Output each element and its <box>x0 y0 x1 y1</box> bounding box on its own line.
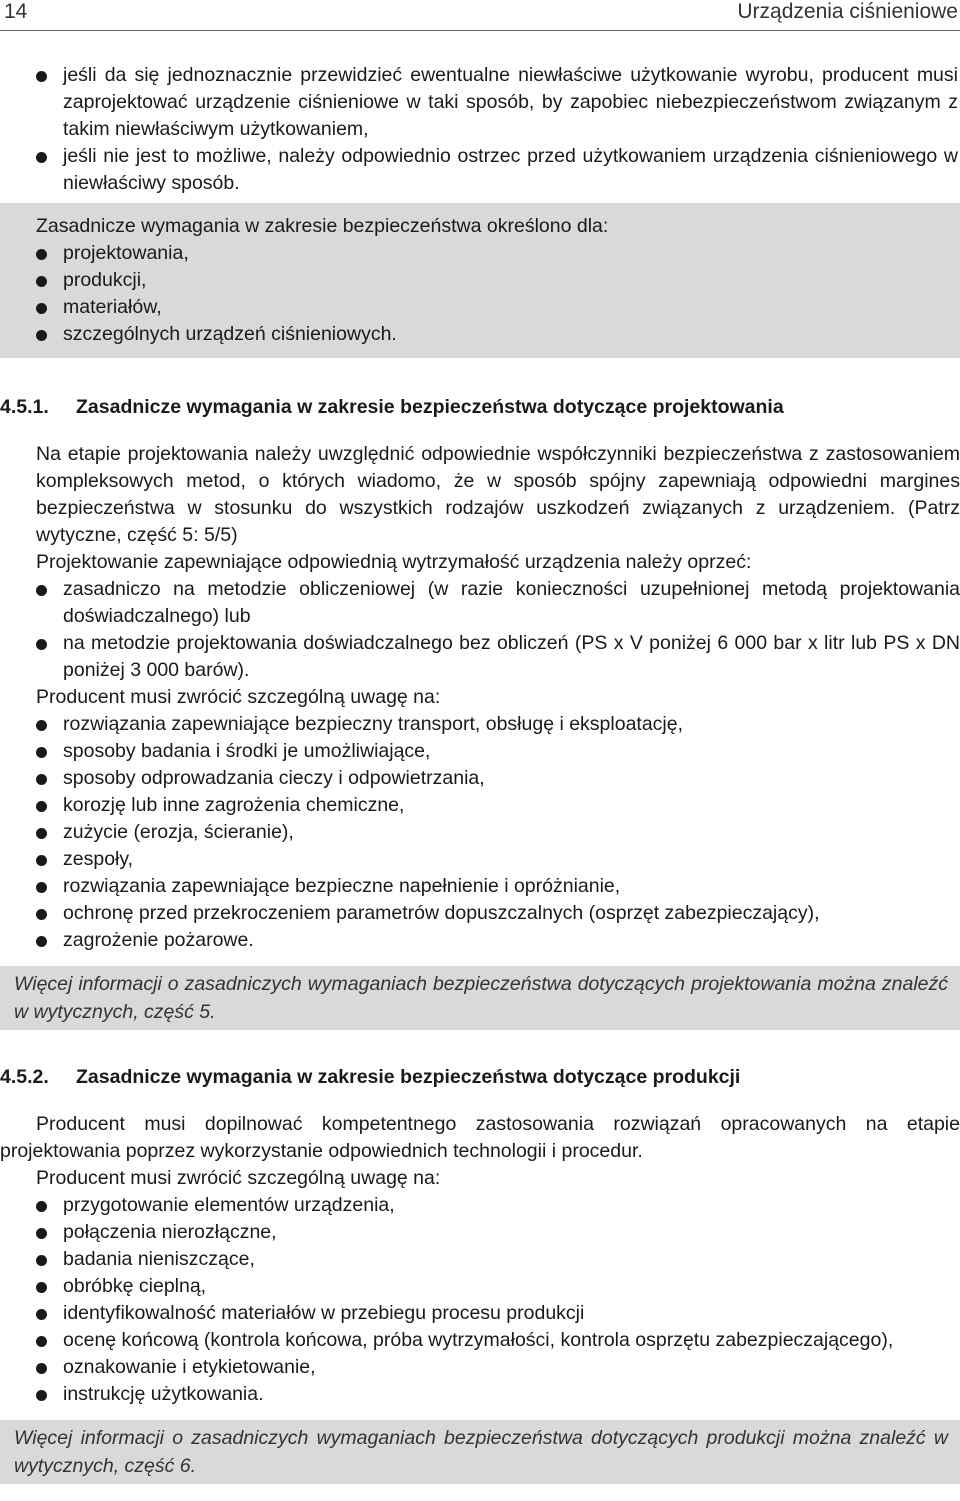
list-item-text: instrukcję użytkowania. <box>63 1383 264 1405</box>
list-item <box>0 267 960 294</box>
bullet-icon <box>36 1363 47 1374</box>
list-item <box>0 1192 960 1219</box>
section-heading-451 <box>0 394 960 421</box>
guidance-note-text: Więcej informacji o zasadniczych wymaganiach bezpieczeństwa dotyczących produkcji można znaleźć w wytycznych, część 6. <box>14 1427 948 1477</box>
page-number: 14 <box>4 0 28 23</box>
paragraph: Producent musi zwrócić szczególną uwagę na: <box>36 686 441 708</box>
list-item <box>0 630 960 684</box>
list-item-text: korozję lub inne zagrożenia chemiczne, <box>63 794 405 816</box>
list-item-text: rozwiązania zapewniające bezpieczne napełnienie i opróżnianie, <box>63 875 621 897</box>
list-item-text: ocenę końcową (kontrola końcowa, próba wytrzymałości, kontrola osprzętu zabezpieczającego), <box>63 1329 894 1351</box>
list-item <box>0 1273 960 1300</box>
list-item <box>0 143 960 197</box>
list-item-text: rozwiązania zapewniające bezpieczny transport, obsługę i eksploatację, <box>63 713 684 735</box>
list-item-text: materiałów, <box>63 296 162 318</box>
production-attention-list <box>0 1192 960 1408</box>
paragraph: Projektowanie zapewniające odpowiednią wytrzymałość urządzenia należy oprzeć: <box>36 551 752 573</box>
bullet-icon <box>36 1390 47 1401</box>
section-title: Zasadnicze wymagania w zakresie bezpieczeństwa dotyczące produkcji <box>76 1066 741 1088</box>
paragraph: Producent musi dopilnować kompetentnego zastosowania rozwiązań opracowanych na etapie projektowania poprzez wykorzystanie odpowiednich technologii i procedur. <box>0 1113 960 1162</box>
list-item <box>0 1300 960 1327</box>
running-title: Urządzenia ciśnieniowe <box>737 0 958 23</box>
list-item <box>0 900 960 927</box>
bullet-icon <box>36 1201 47 1212</box>
list-item-text: identyfikowalność materiałów w przebiegu procesu produkcji <box>63 1302 585 1324</box>
bullet-icon <box>36 330 47 341</box>
box-intro: Zasadnicze wymagania w zakresie bezpieczeństwa określono dla: <box>36 215 609 237</box>
list-item <box>0 294 960 321</box>
list-item <box>0 819 960 846</box>
requirements-list <box>0 240 960 348</box>
bullet-icon <box>36 1228 47 1239</box>
list-item <box>0 1327 960 1354</box>
list-item <box>0 711 960 738</box>
section-number: 4.5.2. <box>0 1066 49 1088</box>
guidance-note-text: Więcej informacji o zasadniczych wymaganiach bezpieczeństwa dotyczących projektowania można znaleźć w wytycznych, część 5. <box>14 973 948 1023</box>
page-content <box>0 62 960 1484</box>
bullet-icon <box>36 747 47 758</box>
design-basis-list <box>0 576 960 684</box>
list-item <box>0 927 960 954</box>
bullet-icon <box>36 303 47 314</box>
guidance-note-box <box>0 966 960 1030</box>
list-item-text: szczególnych urządzeń ciśnieniowych. <box>63 323 397 345</box>
bullet-icon <box>36 152 47 163</box>
list-item-text: jeśli nie jest to możliwe, należy odpowiednio ostrzec przed użytkowaniem urządzenia ciśnieniowego w niewłaściwy sposób. <box>63 145 958 194</box>
guidance-note-box <box>0 1420 960 1484</box>
list-item-text: sposoby badania i środki je umożliwiające, <box>63 740 431 762</box>
list-item <box>0 1354 960 1381</box>
bullet-icon <box>36 639 47 650</box>
page-header <box>0 0 960 30</box>
list-item <box>0 765 960 792</box>
bullet-icon <box>36 855 47 866</box>
list-item-text: zespoły, <box>63 848 134 870</box>
paragraph <box>0 441 960 549</box>
requirements-box <box>0 203 960 358</box>
paragraph-text: Na etapie projektowania należy uwzględnić odpowiednie współczynniki bezpieczeństwa z zastosowaniem kompleksowych metod, o których wiadomo, że w sposób spójny zapewniają odpowiedni margines bezpieczeństwa w stosunku do wszystkich rodzajów uszkodzeń związanych z urządzeniem. (Patrz wytyczne, część 5: 5/5) <box>36 443 960 546</box>
list-item-text: zagrożenie pożarowe. <box>63 929 254 951</box>
bullet-icon <box>36 720 47 731</box>
bullet-icon <box>36 1309 47 1320</box>
bullet-icon <box>36 882 47 893</box>
list-item-text: jeśli da się jednoznacznie przewidzieć ewentualne niewłaściwe użytkowanie wyrobu, producent musi zaprojektować urządzenie ciśnieniowe w taki sposób, by zapobiec niebezpieczeństwom związanym z takim niewłaściwym użytkowaniem, <box>63 64 958 140</box>
list-item-text: projektowania, <box>63 242 189 264</box>
list-item-text: połączenia nierozłączne, <box>63 1221 277 1243</box>
list-item <box>0 62 960 143</box>
list-item <box>0 873 960 900</box>
header-rule <box>0 30 960 31</box>
section-title: Zasadnicze wymagania w zakresie bezpieczeństwa dotyczące projektowania <box>76 396 784 418</box>
list-item-text: ochronę przed przekroczeniem parametrów dopuszczalnych (osprzęt zabezpieczający), <box>63 902 820 924</box>
bullet-icon <box>36 585 47 596</box>
list-item-text: przygotowanie elementów urządzenia, <box>63 1194 395 1216</box>
bullet-icon <box>36 909 47 920</box>
list-item <box>0 321 960 348</box>
list-item <box>0 576 960 630</box>
bullet-icon <box>36 276 47 287</box>
list-item-text: oznakowanie i etykietowanie, <box>63 1356 316 1378</box>
top-bullet-list <box>0 62 960 197</box>
list-item <box>0 1246 960 1273</box>
paragraph: Producent musi zwrócić szczególną uwagę na: <box>36 1167 441 1189</box>
list-item <box>0 846 960 873</box>
bullet-icon <box>36 249 47 260</box>
list-item-text: badania nieniszczące, <box>63 1248 255 1270</box>
bullet-icon <box>36 936 47 947</box>
attention-list <box>0 711 960 954</box>
list-item <box>0 792 960 819</box>
bullet-icon <box>36 1336 47 1347</box>
list-item <box>0 1381 960 1408</box>
bullet-icon <box>36 774 47 785</box>
bullet-icon <box>36 1282 47 1293</box>
list-item <box>0 738 960 765</box>
bullet-icon <box>36 1255 47 1266</box>
list-item-text: produkcji, <box>63 269 147 291</box>
list-item-text: zużycie (erozja, ścieranie), <box>63 821 294 843</box>
bullet-icon <box>36 71 47 82</box>
list-item <box>0 240 960 267</box>
list-item-text: na metodzie projektowania doświadczalnego bez obliczeń (PS x V poniżej 6 000 bar x litr lub PS x DN poniżej 3 000 barów). <box>63 632 960 681</box>
list-item-text: zasadniczo na metodzie obliczeniowej (w razie konieczności uzupełnionej metodą projektowania doświadczalnego) lub <box>63 578 960 627</box>
list-item-text: sposoby odprowadzania cieczy i odpowietrzania, <box>63 767 485 789</box>
section-heading-452 <box>0 1064 960 1091</box>
list-item <box>0 1219 960 1246</box>
bullet-icon <box>36 801 47 812</box>
section-number: 4.5.1. <box>0 396 49 418</box>
bullet-icon <box>36 828 47 839</box>
list-item-text: obróbkę cieplną, <box>63 1275 207 1297</box>
